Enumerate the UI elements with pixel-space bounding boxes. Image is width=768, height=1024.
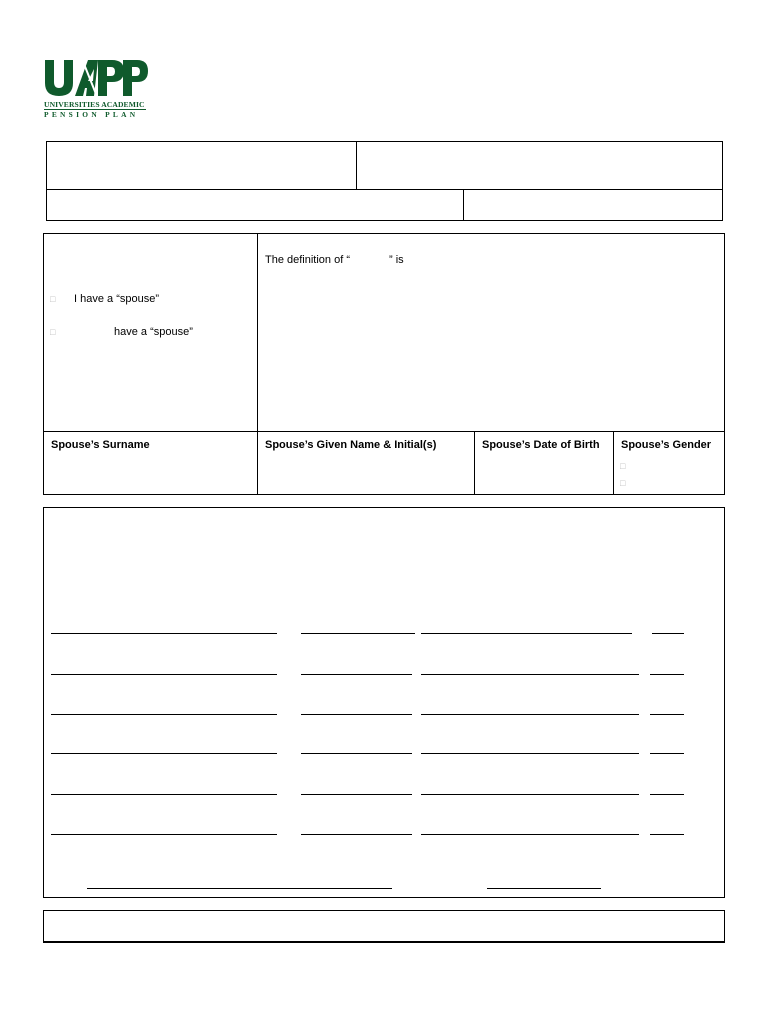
member-info-col-divider-top [356, 141, 357, 189]
member-info-row-divider [46, 189, 723, 190]
signature-line[interactable] [87, 888, 392, 889]
date-line[interactable] [487, 888, 601, 889]
gender-option-2-checkbox[interactable]: □ [620, 478, 626, 488]
spouse-yes-checkbox[interactable]: □ [50, 294, 56, 304]
logo-text-line2: PENSION PLAN [44, 110, 139, 119]
spouse-no-label: have a “spouse” [114, 326, 193, 338]
beneficiary-name-line[interactable] [51, 834, 277, 835]
beneficiary-share-line[interactable] [650, 794, 684, 795]
beneficiary-relationship-line[interactable] [301, 674, 412, 675]
beneficiary-section-box [43, 507, 725, 898]
gender-option-1-checkbox[interactable]: □ [620, 461, 626, 471]
spouse-gender-header: Spouse’s Gender [621, 439, 712, 451]
spouse-section-col-divider [257, 233, 258, 495]
spouse-no-checkbox[interactable]: □ [50, 327, 56, 337]
spouse-given-name-header: Spouse’s Given Name & Initial(s) [265, 439, 437, 451]
beneficiary-address-line[interactable] [421, 633, 632, 634]
beneficiary-name-line[interactable] [51, 753, 277, 754]
uapp-logo-mark [44, 58, 148, 98]
member-info-col-divider-bottom [463, 189, 464, 221]
spouse-dob-header: Spouse’s Date of Birth [482, 439, 600, 451]
beneficiary-name-line[interactable] [51, 633, 277, 634]
beneficiary-address-line[interactable] [421, 834, 639, 835]
beneficiary-share-line[interactable] [650, 834, 684, 835]
spouse-surname-header: Spouse’s Surname [51, 439, 150, 451]
member-info-field-1[interactable] [48, 143, 354, 187]
spouse-table-divider-2 [474, 431, 475, 495]
logo-text-line1: UNIVERSITIES ACADEMIC [44, 100, 145, 109]
beneficiary-share-line[interactable] [650, 674, 684, 675]
member-info-field-4[interactable] [465, 191, 721, 219]
spouse-yes-label: I have a “spouse” [74, 293, 159, 305]
member-info-field-2[interactable] [358, 143, 721, 187]
footer-box [43, 910, 725, 943]
spouse-surname-field[interactable] [46, 456, 255, 492]
beneficiary-relationship-line[interactable] [301, 753, 412, 754]
beneficiary-address-line[interactable] [421, 753, 639, 754]
spouse-definition-suffix: ” is [389, 254, 404, 266]
beneficiary-share-line[interactable] [650, 753, 684, 754]
spouse-definition-prefix: The definition of “ [265, 254, 350, 266]
beneficiary-address-line[interactable] [421, 794, 639, 795]
beneficiary-name-line[interactable] [51, 674, 277, 675]
spouse-given-name-field[interactable] [259, 456, 472, 492]
uapp-logo [44, 58, 148, 120]
beneficiary-name-line[interactable] [51, 714, 277, 715]
spouse-dob-field[interactable] [476, 456, 611, 492]
beneficiary-relationship-line[interactable] [301, 633, 415, 634]
beneficiary-relationship-line[interactable] [301, 714, 412, 715]
beneficiary-share-line[interactable] [650, 714, 684, 715]
beneficiary-address-line[interactable] [421, 714, 639, 715]
spouse-table-divider-3 [613, 431, 614, 495]
member-info-field-3[interactable] [48, 191, 461, 219]
beneficiary-relationship-line[interactable] [301, 834, 412, 835]
beneficiary-name-line[interactable] [51, 794, 277, 795]
beneficiary-share-line[interactable] [652, 633, 684, 634]
spouse-section-row-divider [43, 431, 725, 432]
beneficiary-relationship-line[interactable] [301, 794, 412, 795]
beneficiary-address-line[interactable] [421, 674, 639, 675]
